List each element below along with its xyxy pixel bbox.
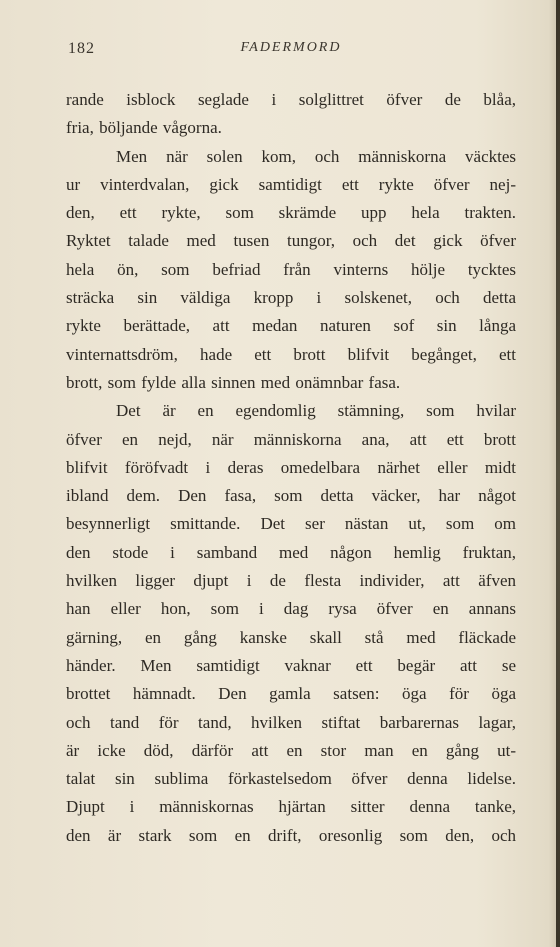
text-line: rande isblock seglade i solglittret öfver de blåa, xyxy=(66,90,516,109)
text-line: ur vinterdvalan, gick samtidigt ett rykte öfver nej- xyxy=(66,174,516,194)
page-edge xyxy=(556,0,560,947)
text-line: Det är en egendomlig stämning, som hvilar xyxy=(116,401,516,421)
text-line: besynnerligt smittande. Det ser nästan ut, som om xyxy=(66,514,516,534)
text-line: den, ett rykte, som skrämde upp hela trakten. xyxy=(66,203,516,223)
text-line: talat sin sublima förkastelsedom öfver denna lidelse. xyxy=(66,769,516,789)
text-line: sträcka sin väldiga kropp i solskenet, och detta xyxy=(66,288,516,308)
text-line: hela ön, som befriad från vinterns hölje tycktes xyxy=(66,259,516,279)
text-line: rykte berättade, att medan naturen sof sin långa xyxy=(66,316,516,336)
text-line: och tand för tand, hvilken stiftat barbarernas lagar, xyxy=(66,712,516,732)
running-title: FADERMORD xyxy=(240,40,342,55)
text-line: är icke död, därför att en stor man en gång ut- xyxy=(66,740,516,760)
text-line: blifvit föröfvadt i deras omedelbara närhet eller midt xyxy=(66,457,516,477)
body-text xyxy=(66,86,516,850)
text-line: öfver en nejd, när människorna ana, att ett brott xyxy=(66,429,516,449)
text-line: hvilken ligger djupt i de flesta individer, att äfven xyxy=(66,571,516,591)
text-line: Djupt i människornas hjärtan sitter denna tanke, xyxy=(66,797,516,817)
text-line: han eller hon, som i dag rysa öfver en annans xyxy=(66,599,516,619)
text-line: den är stark som en drift, oresonlig som den, och xyxy=(66,825,516,845)
text-line: gärning, en gång kanske skall stå med fläckade xyxy=(66,627,516,647)
page-number: 182 xyxy=(68,40,95,57)
text-line: Ryktet talade med tusen tungor, och det gick öfver xyxy=(66,231,516,251)
page-header xyxy=(68,40,514,62)
text-line: fria, böljande vågorna. xyxy=(66,118,222,138)
text-line: brottet hämnadt. Den gamla satsen: öga för öga xyxy=(66,684,516,704)
text-line: brott, som fylde alla sinnen med onämnbar fasa. xyxy=(66,372,401,392)
text-line: den stode i samband med någon hemlig fruktan, xyxy=(66,542,516,562)
text-line: Men när solen kom, och människorna väcktes xyxy=(116,146,516,166)
text-line: ibland dem. Den fasa, som detta väcker, har något xyxy=(66,486,516,506)
text-line: vinternattsdröm, hade ett brott blifvit begånget, ett xyxy=(66,344,516,364)
text-line: händer. Men samtidigt vaknar ett begär att se xyxy=(66,655,516,675)
